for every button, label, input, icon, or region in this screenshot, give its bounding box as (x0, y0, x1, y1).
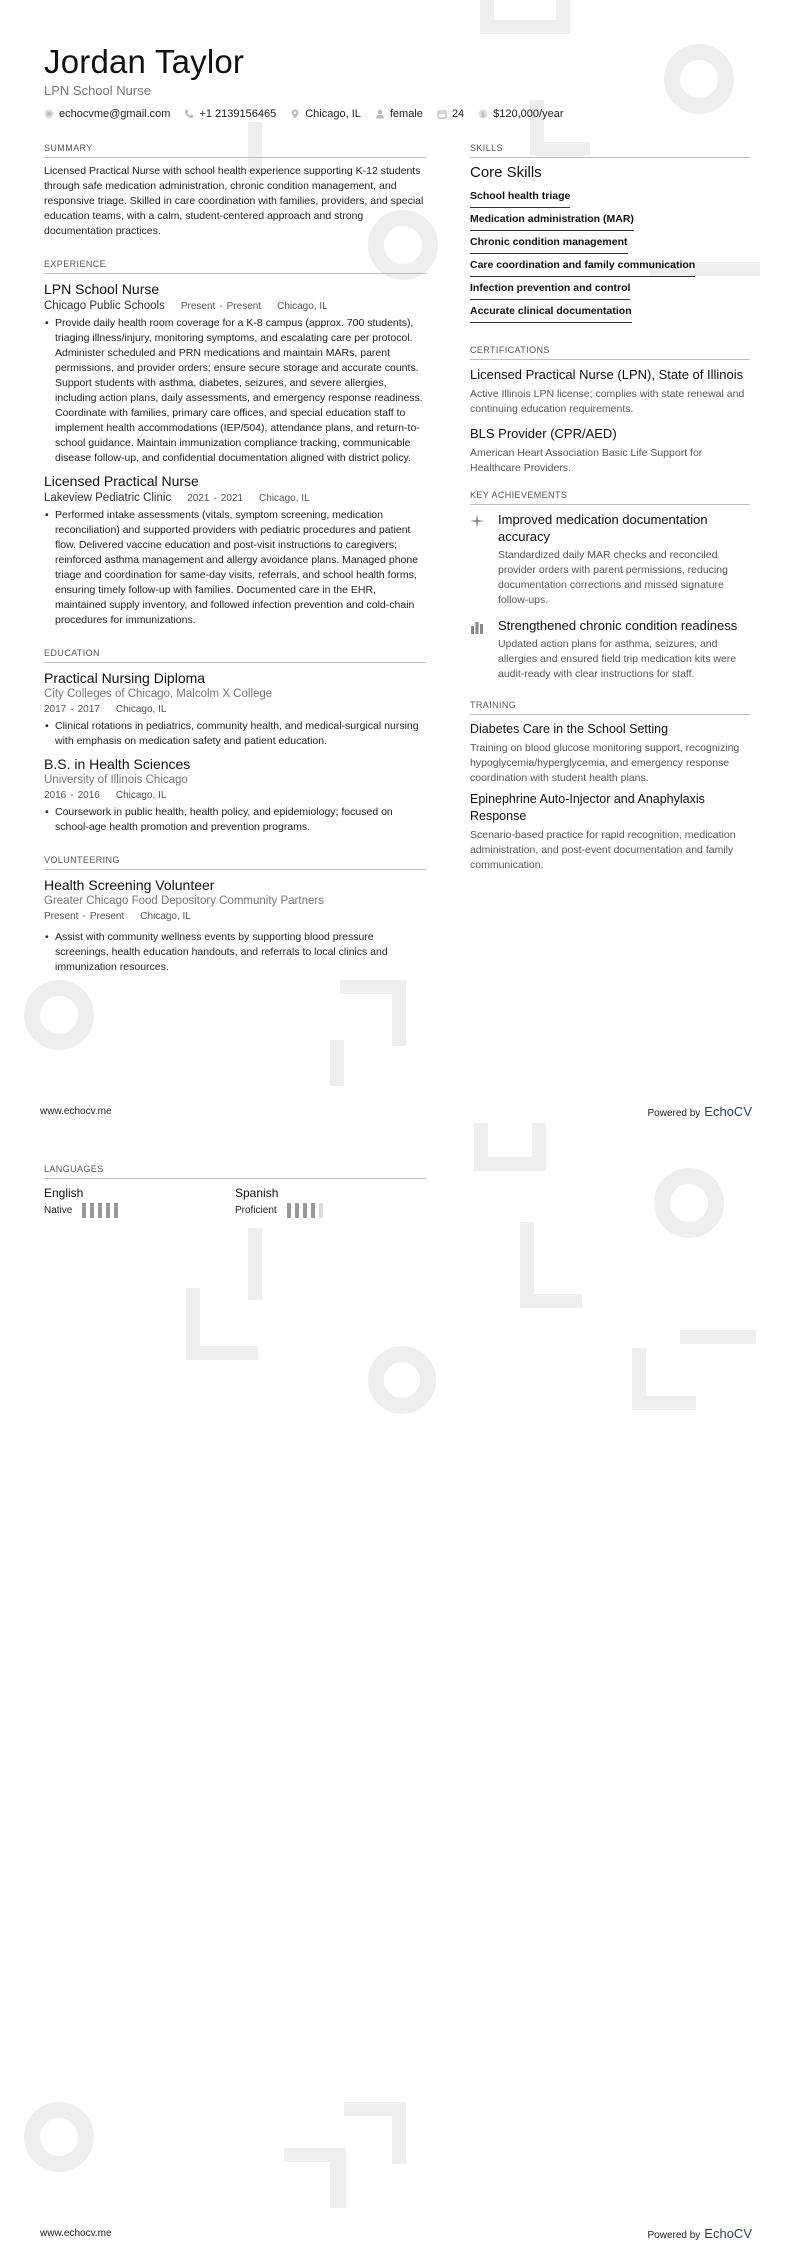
rating-bar (319, 1203, 323, 1218)
job-location: Chicago, IL (277, 300, 328, 312)
skill-tag: Care coordination and family communication (470, 254, 695, 277)
job-employer: Chicago Public Schools (44, 300, 165, 312)
education-item (44, 669, 426, 749)
job-dates: Present - Present (180, 300, 262, 312)
education-heading: EDUCATION (44, 648, 426, 663)
achievement-desc: Updated action plans for asthma, seizures, and allergies and ensured field trip medication kits were audit-ready with clear instructions for staff. (498, 638, 737, 680)
svg-text:$: $ (481, 110, 486, 119)
training-title: Diabetes Care in the School Setting (470, 722, 669, 736)
contact-phone[interactable] (184, 108, 276, 120)
skills-heading: SKILLS (470, 143, 750, 158)
powered-by-label: Powered by (647, 1108, 701, 1119)
experience-item (44, 280, 426, 466)
skill-tag: Medication administration (MAR) (470, 208, 634, 231)
volunteer-start: Present (44, 911, 79, 922)
candidate-title: LPN School Nurse (44, 83, 151, 98)
decor-corner (186, 1288, 258, 1360)
skills-section (470, 143, 750, 323)
contact-gender (375, 108, 423, 120)
decor-corner (480, 0, 570, 34)
summary-heading: SUMMARY (44, 143, 426, 158)
language-level: Native (44, 1205, 73, 1216)
rating-bar (114, 1203, 118, 1218)
decor-corner (330, 1040, 344, 1086)
languages-section (44, 1164, 426, 1218)
contact-salary (478, 108, 563, 120)
right-column (470, 143, 750, 878)
job-end: 2021 (220, 492, 244, 504)
decor-corner (632, 1348, 696, 1410)
decor-corner (520, 1222, 582, 1308)
certifications-heading: CERTIFICATIONS (470, 345, 750, 360)
skill-tag: School health triage (470, 185, 570, 208)
email-icon (44, 109, 54, 119)
skill-tag: Infection prevention and control (470, 277, 630, 300)
volunteer-bullet: • Assist with community wellness events by supporting blood pressure screenings, health education handouts, and referrals to local clinics and immunization resources. (44, 930, 426, 975)
skill-tag: Accurate clinical documentation (470, 300, 632, 323)
volunteering-heading: VOLUNTEERING (44, 855, 426, 870)
decor-corner (474, 1123, 546, 1171)
decor-ring (368, 1346, 436, 1414)
education-end: 2017 (77, 704, 100, 715)
decor-ring (654, 1168, 724, 1238)
job-start: 2021 (187, 492, 210, 504)
certification-title: BLS Provider (CPR/AED) (470, 426, 617, 441)
footer-site-link[interactable]: www.echocv.me (40, 2228, 112, 2239)
brand-logo[interactable]: EchoCV (704, 1104, 752, 1119)
school-name: University of Illinois Chicago (44, 774, 188, 786)
decor-ring (24, 2102, 94, 2172)
job-end: Present (226, 300, 262, 312)
job-meta (44, 300, 426, 312)
language-item (44, 1185, 235, 1218)
certification-desc: American Heart Association Basic Life Support for Healthcare Providers. (470, 447, 703, 474)
rating-bar (311, 1203, 315, 1218)
decor-corner (340, 980, 406, 1046)
experience-item (44, 472, 426, 628)
achievement-title: Strengthened chronic condition readiness (498, 618, 738, 633)
languages-grid (44, 1185, 426, 1218)
language-name: English (44, 1186, 84, 1200)
volunteer-location: Chicago, IL (140, 911, 191, 922)
achievements-section (470, 490, 750, 682)
brand-logo[interactable]: EchoCV (704, 2226, 752, 2241)
certification-desc: Active Illinois LPN license; complies with state renewal and continuing education requirements. (470, 388, 745, 415)
page-footer (40, 2226, 752, 2241)
volunteer-dates: Present - Present (44, 911, 125, 922)
achievements-heading: KEY ACHIEVEMENTS (470, 490, 750, 505)
languages-heading: LANGUAGES (44, 1164, 426, 1179)
language-rating-bars (287, 1203, 327, 1218)
rating-bar (287, 1203, 291, 1218)
email-text: echocvme@gmail.com (59, 108, 171, 120)
achievement-item (470, 617, 750, 682)
education-dates: 2016 - 2016 (44, 790, 100, 801)
education-end: 2016 (77, 790, 100, 801)
degree-title: B.S. in Health Sciences (44, 756, 191, 772)
language-proficiency (44, 1203, 235, 1218)
job-location: Chicago, IL (259, 492, 310, 504)
decor-corner (248, 1228, 262, 1300)
job-title: Licensed Practical Nurse (44, 473, 199, 489)
decor-ring (24, 980, 94, 1050)
language-item (235, 1185, 426, 1218)
education-bullet: • Coursework in public health, health policy, and epidemiology; focused on school-age health promotion and prevention programs. (44, 805, 426, 835)
bar-chart-icon (470, 617, 498, 682)
summary-section (44, 143, 426, 239)
candidate-name: Jordan Taylor (44, 43, 245, 80)
sparkle-icon (470, 511, 498, 608)
training-desc: Training on blood glucose monitoring support, recognizing hypoglycemia/hyperglycemia, and emergency response coordination with student health plans. (470, 742, 740, 784)
powered-by (647, 1104, 752, 1119)
certifications-section (470, 345, 750, 476)
education-start: 2017 (44, 704, 67, 715)
page-footer (40, 1104, 752, 1119)
calendar-icon (437, 109, 447, 119)
education-location: Chicago, IL (115, 704, 167, 715)
location-text: Chicago, IL (305, 108, 361, 120)
powered-by-label: Powered by (647, 2230, 701, 2241)
rating-bar (98, 1203, 102, 1218)
volunteer-org: Greater Chicago Food Depository Community Partners (44, 895, 324, 907)
education-location: Chicago, IL (115, 790, 167, 801)
job-bullets (44, 508, 426, 628)
contact-location (290, 108, 361, 120)
decor-corner (680, 1330, 756, 1344)
education-meta (44, 790, 426, 801)
skill-tag: Chronic condition management (470, 231, 628, 254)
volunteer-meta (44, 911, 426, 922)
education-section (44, 648, 426, 835)
decor-corner (344, 2102, 406, 2164)
phone-text: +1 2139156465 (199, 108, 277, 120)
age-text: 24 (451, 108, 465, 120)
volunteer-end: Present (89, 911, 125, 922)
summary-text: Licensed Practical Nurse with school health experience supporting K-12 students through safe medication administration, chronic condition management, and responsive triage. Skilled in care coordination with families, providers, and special education teams, with a calm, student-centered approach and strong documentation practices. (44, 165, 424, 237)
contact-bar (44, 108, 578, 120)
job-employer: Lakeview Pediatric Clinic (44, 492, 172, 504)
language-proficiency (235, 1203, 426, 1218)
location-pin-icon (290, 109, 300, 119)
education-bullets (44, 805, 426, 835)
rating-bar (106, 1203, 110, 1218)
education-meta (44, 704, 426, 715)
education-dates: 2017 - 2017 (44, 704, 100, 715)
language-rating-bars (82, 1203, 122, 1218)
rating-bar (82, 1203, 86, 1218)
job-title: LPN School Nurse (44, 281, 160, 297)
education-item (44, 755, 426, 835)
decor-corner (330, 2160, 344, 2208)
volunteer-title: Health Screening Volunteer (44, 877, 215, 893)
job-start: Present (180, 300, 216, 312)
job-meta (44, 492, 426, 504)
education-start: 2016 (44, 790, 67, 801)
volunteer-bullets (44, 930, 426, 975)
experience-heading: EXPERIENCE (44, 259, 426, 274)
education-bullets (44, 719, 426, 749)
rating-bar (90, 1203, 94, 1218)
school-name: City Colleges of Chicago, Malcolm X College (44, 688, 273, 700)
rating-bar (295, 1203, 299, 1218)
achievement-title: Improved medication documentation accuracy (498, 512, 708, 544)
person-icon (375, 109, 385, 119)
left-column (44, 143, 426, 975)
volunteering-section (44, 855, 426, 975)
salary-text: $120,000/year (493, 108, 564, 120)
experience-section (44, 259, 426, 628)
powered-by (647, 2226, 752, 2241)
job-bullets (44, 316, 426, 466)
language-name: Spanish (235, 1186, 279, 1200)
degree-title: Practical Nursing Diploma (44, 670, 206, 686)
training-desc: Scenario-based practice for rapid recognition, medication administration, and post-event documentation and family communication. (470, 829, 736, 871)
decor-corner (284, 2148, 346, 2208)
rating-bar (303, 1203, 307, 1218)
skills-group-title: Core Skills (470, 164, 542, 181)
contact-email[interactable] (44, 108, 170, 120)
money-icon (478, 109, 488, 119)
training-title: Epinephrine Auto-Injector and Anaphylaxis Response (470, 792, 705, 823)
training-section (470, 700, 750, 873)
footer-site-link[interactable]: www.echocv.me (40, 1106, 112, 1117)
training-heading: TRAINING (470, 700, 750, 715)
certification-title: Licensed Practical Nurse (LPN), State of Illinois (470, 367, 744, 382)
contact-age (437, 108, 464, 120)
phone-icon (184, 109, 194, 119)
job-bullet: • Provide daily health room coverage for a K-8 campus (approx. 700 students), triaging illness/injury, monitoring symptoms, and escalating care per protocol. Administer scheduled and PRN medications and maintain MARs, parent permissions, and provider orders; ensure secure storage and accurate counts. Support students with asthma, diabetes, seizures, and severe allergies, including action plans, daily assessments, and emergency response readiness. Coordinate with families, primary care offices, and special education staff to implement health accommodations (IEP/504), attendance plans, and return-to-school guidance. Maintain immunization compliance tracking, communicable disease follow-up, and confidential documentation aligned with district policy. (44, 316, 426, 466)
gender-text: female (389, 108, 423, 120)
achievement-desc: Standardized daily MAR checks and reconciled provider orders with parent permissions, reducing documentation corrections and missed signature follow-ups. (498, 549, 728, 606)
language-level: Proficient (235, 1205, 277, 1216)
job-dates: 2021 - 2021 (187, 492, 244, 504)
job-bullet: • Performed intake assessments (vitals, symptom screening, medication reconciliation) and supported providers with pediatric procedures and patient flow. Delivered vaccine education and post-visit instructions to caregivers; reinforced asthma management and allergy avoidance plans. Managed phone triage and coordination for same-day visits, referrals, and school health forms, ensuring timely follow-up with families. Documented care in the EHR, maintained supply inventory, and followed infection prevention and cold-chain procedures for immunizations. (44, 508, 426, 628)
achievement-item (470, 511, 750, 608)
decor-ring (664, 44, 734, 114)
education-bullet: • Clinical rotations in pediatrics, community health, and medical-surgical nursing with emphasis on medication safety and patient education. (44, 719, 426, 749)
